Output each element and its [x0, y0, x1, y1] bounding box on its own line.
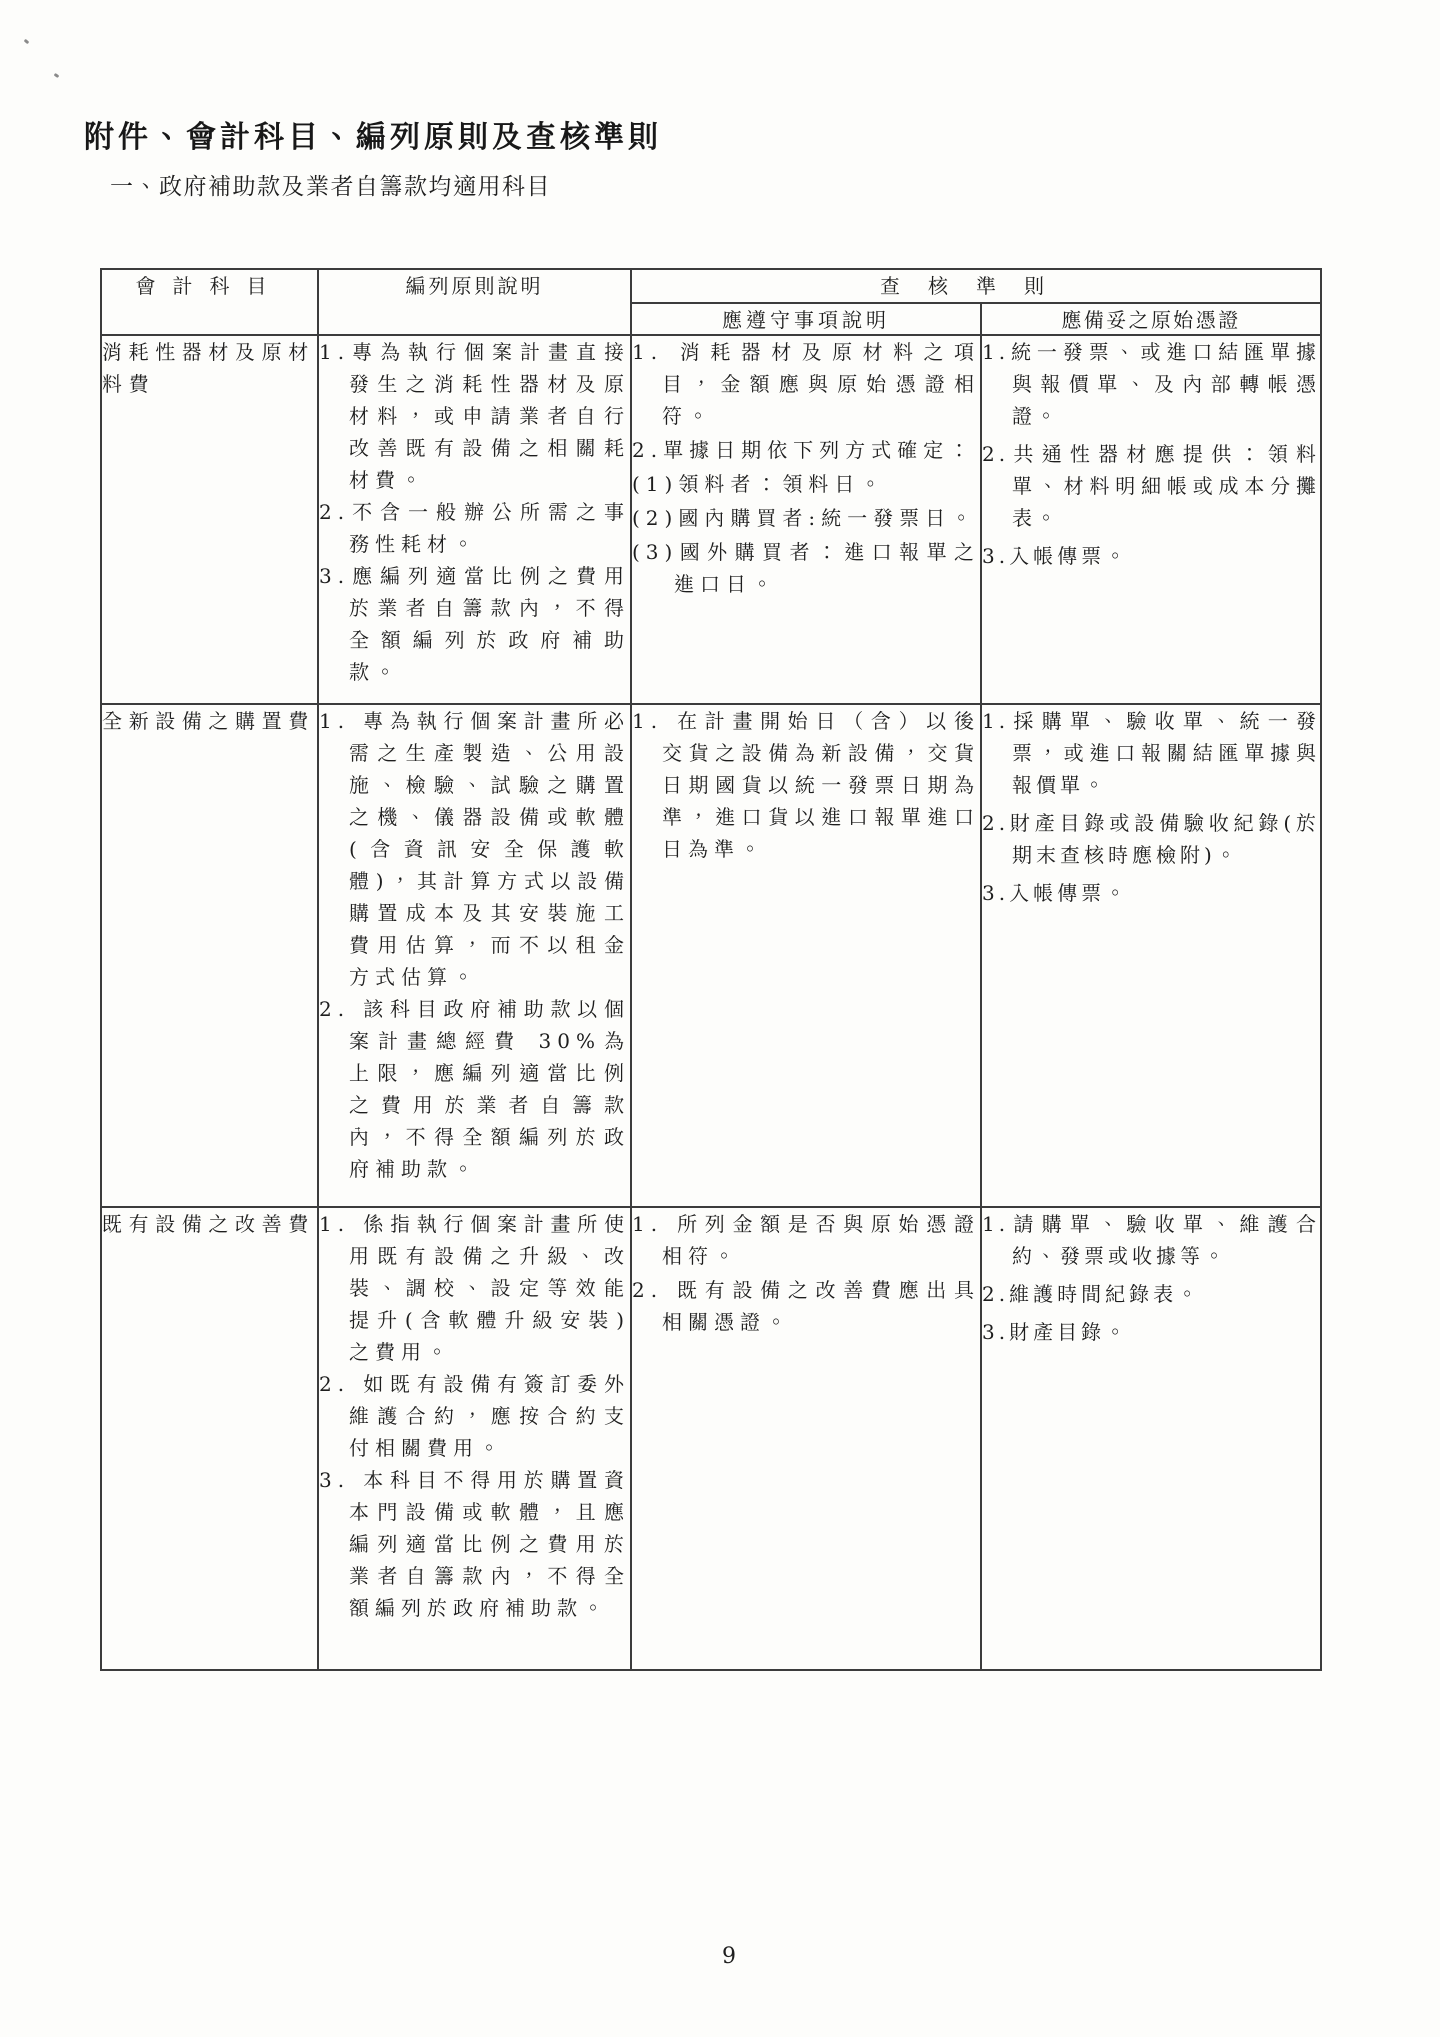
list-item: 3. 本科目不得用於購置資本門設備或軟體，且應編列適當比例之費用於業者自籌款內，不得全額編列於政府補助款。 — [319, 1468, 630, 1620]
list-item: 2.財產目錄或設備驗收紀錄(於期末查核時應檢附)。 — [982, 811, 1320, 867]
list-item: 3.入帳傳票。 — [982, 544, 1130, 568]
list-item: 2.不含一般辦公所需之事務性耗材。 — [319, 500, 630, 556]
list-item: (3)國外購買者：進口報單之進口日。 — [632, 540, 980, 596]
list-item: (2)國內購買者:統一發票日。 — [632, 506, 978, 530]
cell-documents — [981, 1207, 1321, 1670]
cell-principles — [318, 335, 631, 704]
cell-documents — [981, 335, 1321, 704]
list-item: 1.採購單、驗收單、統一發票，或進口報關結匯單據與報價單。 — [982, 709, 1320, 797]
header-compliance: 應遵守事項說明 — [631, 303, 981, 335]
list-item: 2. 該科目政府補助款以個案計畫總經費 30%為上限，應編列適當比例之費用於業者自籌款內，不得全額編列於政府補助款。 — [319, 997, 630, 1181]
page-title: 附件、會計科目、編列原則及查核準則 — [84, 120, 662, 155]
section-title: 一、政府補助款及業者自籌款均適用科目 — [110, 174, 551, 200]
table-row — [101, 704, 1321, 1207]
list-item: 2. 如既有設備有簽訂委外維護合約，應按合約支付相關費用。 — [319, 1372, 630, 1460]
list-item: 2.共通性器材應提供：領料單、材料明細帳或成本分攤表。 — [982, 442, 1320, 530]
list-item: 2. 既有設備之改善費應出具相關憑證。 — [632, 1278, 980, 1334]
list-item: 1. 係指執行個案計畫所使用既有設備之升級、改裝、調校、設定等效能提升(含軟體升級安裝)之費用。 — [319, 1212, 630, 1364]
cell-documents — [981, 704, 1321, 1207]
table-body — [101, 335, 1321, 1670]
cell-principles — [318, 1207, 631, 1670]
list-item: 3.入帳傳票。 — [982, 881, 1130, 905]
list-item: 1.專為執行個案計畫直接發生之消耗性器材及原材料，或申請業者自行改善既有設備之相關耗材費。 — [319, 340, 630, 492]
list-item: 1. 在計畫開始日（含）以後交貨之設備為新設備，交貨日期國貨以統一發票日期為準，進口貨以進口報單進口日為準。 — [632, 709, 980, 861]
cell-compliance — [631, 704, 981, 1207]
list-item: 1. 專為執行個案計畫所必需之生產製造、公用設施、檢驗、試驗之購置之機、儀器設備或軟體(含資訊安全保護軟體)，其計算方式以設備購置成本及其安裝施工費用估算，而不以租金方式估算。 — [319, 709, 630, 989]
scan-speckle — [24, 39, 30, 45]
cell-subject: 全新設備之購置費 — [101, 704, 318, 1207]
list-item: 3.應編列適當比例之費用於業者自籌款內，不得全額編列於政府補助款。 — [319, 564, 630, 684]
header-documents: 應備妥之原始憑證 — [981, 303, 1321, 335]
cell-principles — [318, 704, 631, 1207]
header-subject: 會計科目 — [101, 269, 318, 335]
list-item: 1. 所列金額是否與原始憑證相符。 — [632, 1212, 980, 1268]
page-number: 9 — [722, 1944, 736, 1969]
cell-subject: 既有設備之改善費 — [101, 1207, 318, 1670]
list-item: (1)領料者：領料日。 — [632, 472, 887, 496]
header-audit-criteria: 查核準則 — [631, 269, 1321, 303]
scan-speckle — [54, 73, 60, 78]
list-item: 2.維護時間紀錄表。 — [982, 1282, 1202, 1306]
table-row — [101, 335, 1321, 704]
list-item: 1.統一發票、或進口結匯單據與報價單、及內部轉帳憑證。 — [982, 340, 1320, 428]
cell-compliance — [631, 1207, 981, 1670]
list-item: 1.請購單、驗收單、維護合約、發票或收據等。 — [982, 1212, 1320, 1268]
list-item: 2.單據日期依下列方式確定： — [632, 438, 976, 462]
cell-compliance — [631, 335, 981, 704]
list-item: 1. 消耗器材及原材料之項目，金額應與原始憑證相符。 — [632, 340, 980, 428]
table-row — [101, 1207, 1321, 1670]
list-item: 3.財產目錄。 — [982, 1320, 1130, 1344]
cell-subject: 消耗性器材及原材料費 — [101, 335, 318, 704]
header-principles: 編列原則說明 — [318, 269, 631, 335]
accounting-subjects-table — [100, 268, 1322, 1671]
